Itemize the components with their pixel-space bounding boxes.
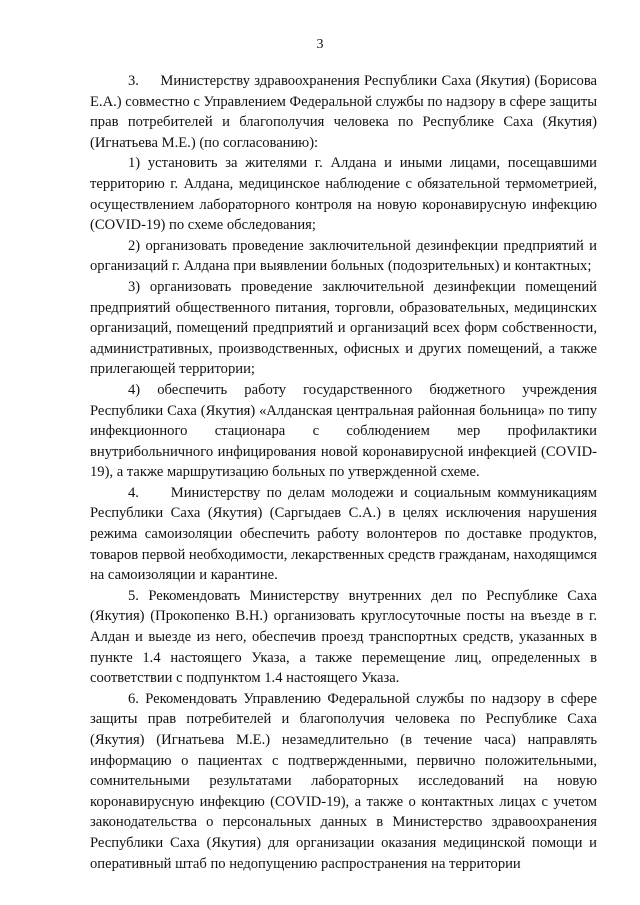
subitem-1: 1) установить за жителями г. Алдана и иными лицами, посещавшими территорию г. Алдана, медицинское наблюдение с обязательной термометрией, осуществлением лабораторного контроля на новую коронавирусную инфекцию (COVID-19) по схеме обследования;: [90, 155, 597, 234]
subitem-3: 3) организовать проведение заключительной дезинфекции помещений предприятий общественного питания, торговли, образовательных, медицинских организаций, помещений предприятий и организаций всех форм собственности, административных, производственных, офисных и других помещений, а также прилегающей территории;: [90, 278, 597, 378]
paragraph-item-3: 3. Министерству здравоохранения Республики Саха (Якутия) (Борисова Е.А.) совместно с Управлением Федеральной службы по надзору в сфере защиты прав потребителей и благополучия человека по Республике Саха (Якутия) (Игнатьева М.Е.) (по согласованию):: [90, 73, 598, 151]
paragraph-item-6: 6. Рекомендовать Управлению Федеральной службы по надзору в сфере защиты прав потребителей и благополучия человека по Республике Саха (Якутия) (Игнатьева М.Е.) незамедлительно (в течение часа) направлять информацию о пациентах с подтвержденными, первично положительными, сомнительными результатами лабораторных исследований на новую коронавирусную инфекцию (COVID-19), а также о контактных лицах с учетом законодательства о персональных данных в Министерство здравоохранения Республики Саха (Якутия) для организации оказания медицинской помощи и оперативный штаб по недопущению распространения на территории: [90, 690, 597, 872]
subitem-2: 2) организовать проведение заключительной дезинфекции предприятий и организаций г. Алдана при выявлении больных (подозрительных) и контактных;: [90, 237, 597, 275]
document-body: [90, 71, 597, 874]
paragraph-item-5: 5. Рекомендовать Министерству внутренних дел по Республике Саха (Якутия) (Прокопенко В.Н.) организовать круглосуточные посты на въезде в г. Алдан и выезде из него, обеспечив проезд транспортных средств, указанных в пункте 1.4 настоящего Указа, а также перемещение лиц, определенных в соответствии с подпунктом 1.4 настоящего Указа.: [90, 587, 597, 687]
subitem-4: 4) обеспечить работу государственного бюджетного учреждения Республики Саха (Якутия) «Алданская центральная районная больница» по типу инфекционного стационара с соблюдением мер профилактики внутрибольничного инфицирования новой коронавирусной инфекцией (COVID-19), а также маршрутизацию больных по утвержденной схеме.: [90, 381, 597, 481]
paragraph-item-4: 4. Министерству по делам молодежи и социальным коммуникациям Республики Саха (Якутия) (Саргыдаев С.А.) в целях исключения нарушения режима самоизоляции обеспечить работу волонтеров по доставке продуктов, товаров первой необходимости, лекарственных средств гражданам, находящимся на самоизоляции и карантине.: [90, 484, 597, 584]
page-number: 3: [316, 37, 324, 52]
